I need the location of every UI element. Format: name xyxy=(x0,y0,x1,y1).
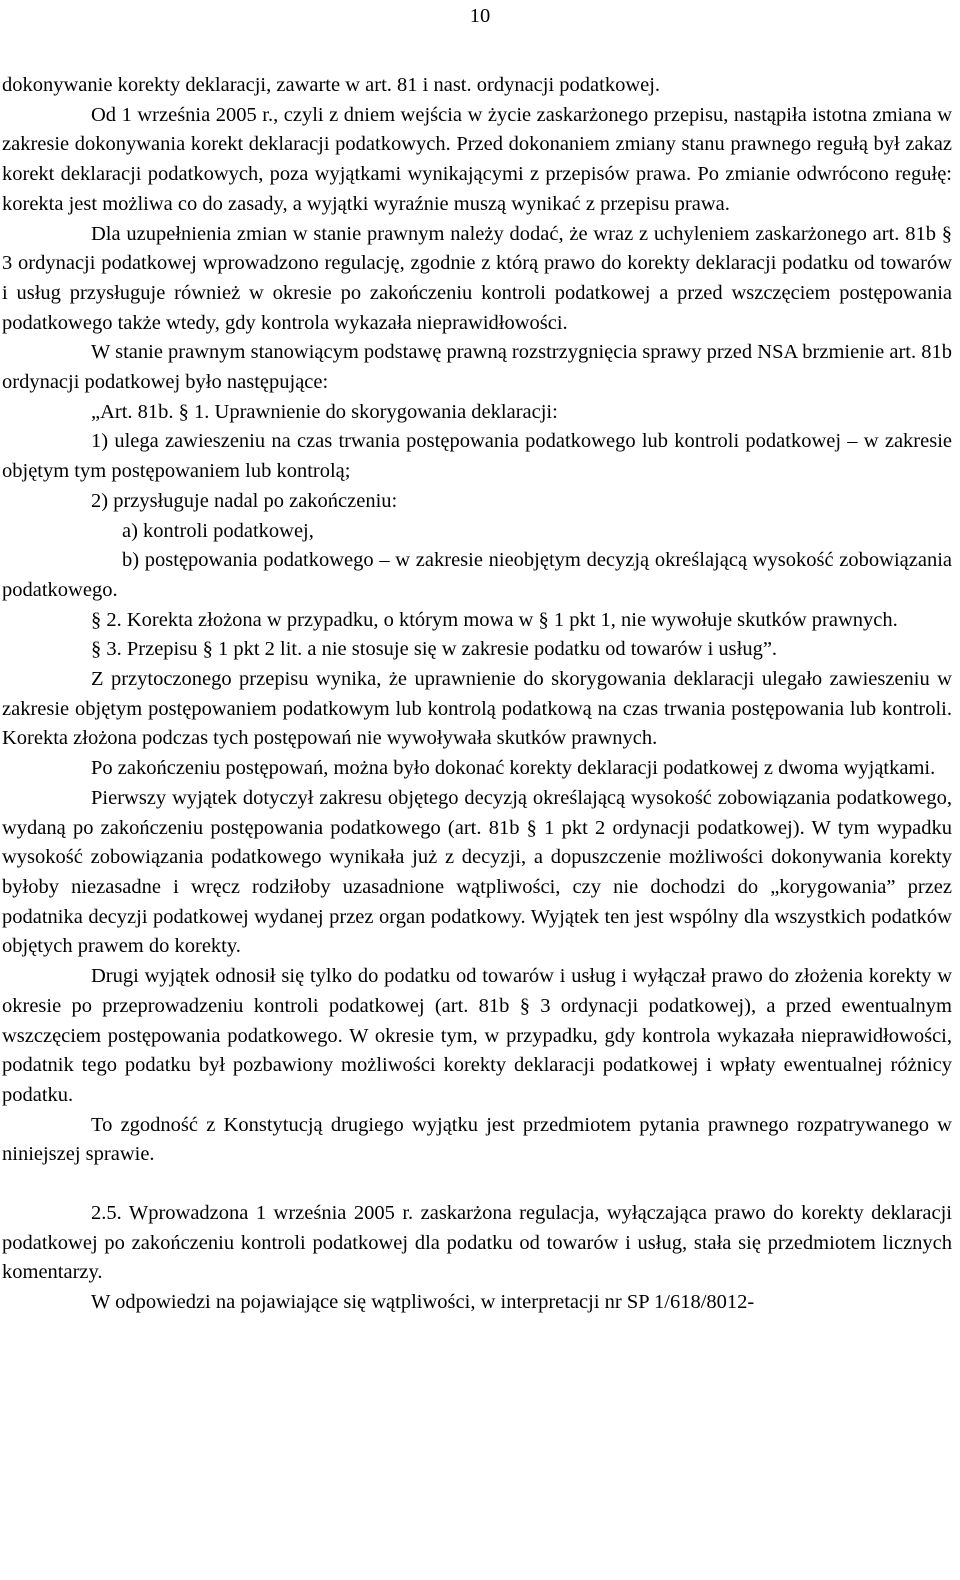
paragraph: Po zakończeniu postępowań, można było dokonać korekty deklaracji podatkowej z dwoma wyjątkami. xyxy=(91,757,936,780)
paragraph: Dla uzupełnienia zmian w stanie prawnym należy dodać, że wraz z uchyleniem zaskarżonego art. 81b § 3 ordynacji podatkowej wprowadzono regulację, zgodnie z którą prawo do korekty deklaracji podatku od towarów i usług przysługuje również w okresie po zakończeniu kontroli podatkowej a przed wszczęciem postępowania podatkowego także wtedy, gdy kontrola wykazała nieprawidłowości. xyxy=(2,222,952,334)
quote-subitem: a) kontroli podatkowej, xyxy=(122,519,314,542)
quote-item: § 2. Korekta złożona w przypadku, o którym mowa w § 1 pkt 1, nie wywołuje skutków prawnych. xyxy=(91,608,898,631)
paragraph: Pierwszy wyjątek dotyczył zakresu objętego decyzją określającą wysokość zobowiązania podatkowego, wydaną po zakończeniu postępowania podatkowego (art. 81b § 1 pkt 2 ordynacji podatkowej). W tym wypadku wysokość zobowiązania podatkowego wynikała już z decyzji, a dopuszczenie możliwości dokonywania korekty byłoby niezasadne i wręcz rodziłoby uzasadnione wątpliwości, czy nie dochodzi do „korygowania” przez podatnika decyzji podatkowej wydanej przez organ podatkowy. Wyjątek ten jest wspólny dla wszystkich podatków objętych prawem do korekty. xyxy=(2,786,952,958)
section-paragraph: 2.5. Wprowadzona 1 września 2005 r. zaskarżona regulacja, wyłączająca prawo do korekty deklaracji podatkowej po zakończeniu kontroli podatkowej dla podatku od towarów i usług, stała się przedmiotem licznych komentarzy. xyxy=(2,1202,952,1284)
quote-item: 2) przysługuje nadal po zakończeniu: xyxy=(91,489,398,512)
paragraph: Od 1 września 2005 r., czyli z dniem wejścia w życie zaskarżonego przepisu, nastąpiła istotna zmiana w zakresie dokonywania korekt deklaracji podatkowych. Przed dokonaniem zmiany stanu prawnego regułą był zakaz korekt deklaracji podatkowych, poza wyjątkami wynikającymi z przepisów prawa. Po zmianie odwrócono regułę: korekta jest możliwa co do zasady, a wyjątki wyraźnie muszą wynikać z przepisu prawa. xyxy=(2,103,952,215)
document-body xyxy=(2,71,952,1318)
paragraph: To zgodność z Konstytucją drugiego wyjątku jest przedmiotem pytania prawnego rozpatrywanego w niniejszej sprawie. xyxy=(2,1113,952,1166)
paragraph: Z przytoczonego przepisu wynika, że uprawnienie do skorygowania deklaracji ulegało zawieszeniu w zakresie objętym postępowaniem podatkowym lub kontrolą podatkową na czas trwania postępowania lub kontroli. Korekta złożona podczas tych postępowań nie wywoływała skutków prawnych. xyxy=(2,668,952,750)
quote-heading: „Art. 81b. § 1. Uprawnienie do skorygowania deklaracji: xyxy=(91,400,558,423)
paragraph: dokonywanie korekty deklaracji, zawarte w art. 81 i nast. ordynacji podatkowej. xyxy=(2,74,661,96)
page-number: 10 xyxy=(469,5,491,27)
quote-subitem: b) postępowania podatkowego – w zakresie nieobjętym decyzją określającą wysokość zobowiązania podatkowego. xyxy=(2,549,952,601)
quote-item: § 3. Przepisu § 1 pkt 2 lit. a nie stosuje się w zakresie podatku od towarów i usług”. xyxy=(91,638,778,661)
paragraph: Drugi wyjątek odnosił się tylko do podatku od towarów i usług i wyłączał prawo do złożenia korekty w okresie po przeprowadzeniu kontroli podatkowej (art. 81b § 3 ordynacji podatkowej), a przed ewentualnym wszczęciem postępowania podatkowego. W okresie tym, w przypadku, gdy kontrola wykazała nieprawidłowości, podatnik tego podatku był pozbawiony możliwości korekty deklaracji podatkowej i wpłaty ewentualnej różnicy podatku. xyxy=(2,965,952,1106)
paragraph: W odpowiedzi na pojawiające się wątpliwości, w interpretacji nr SP 1/618/8012- xyxy=(91,1291,755,1314)
quote-item: 1) ulega zawieszeniu na czas trwania postępowania podatkowego lub kontroli podatkowej – w zakresie objętym tym postępowaniem lub kontrolą; xyxy=(2,430,952,483)
paragraph: W stanie prawnym stanowiącym podstawę prawną rozstrzygnięcia sprawy przed NSA brzmienie art. 81b ordynacji podatkowej było następujące: xyxy=(2,341,952,394)
